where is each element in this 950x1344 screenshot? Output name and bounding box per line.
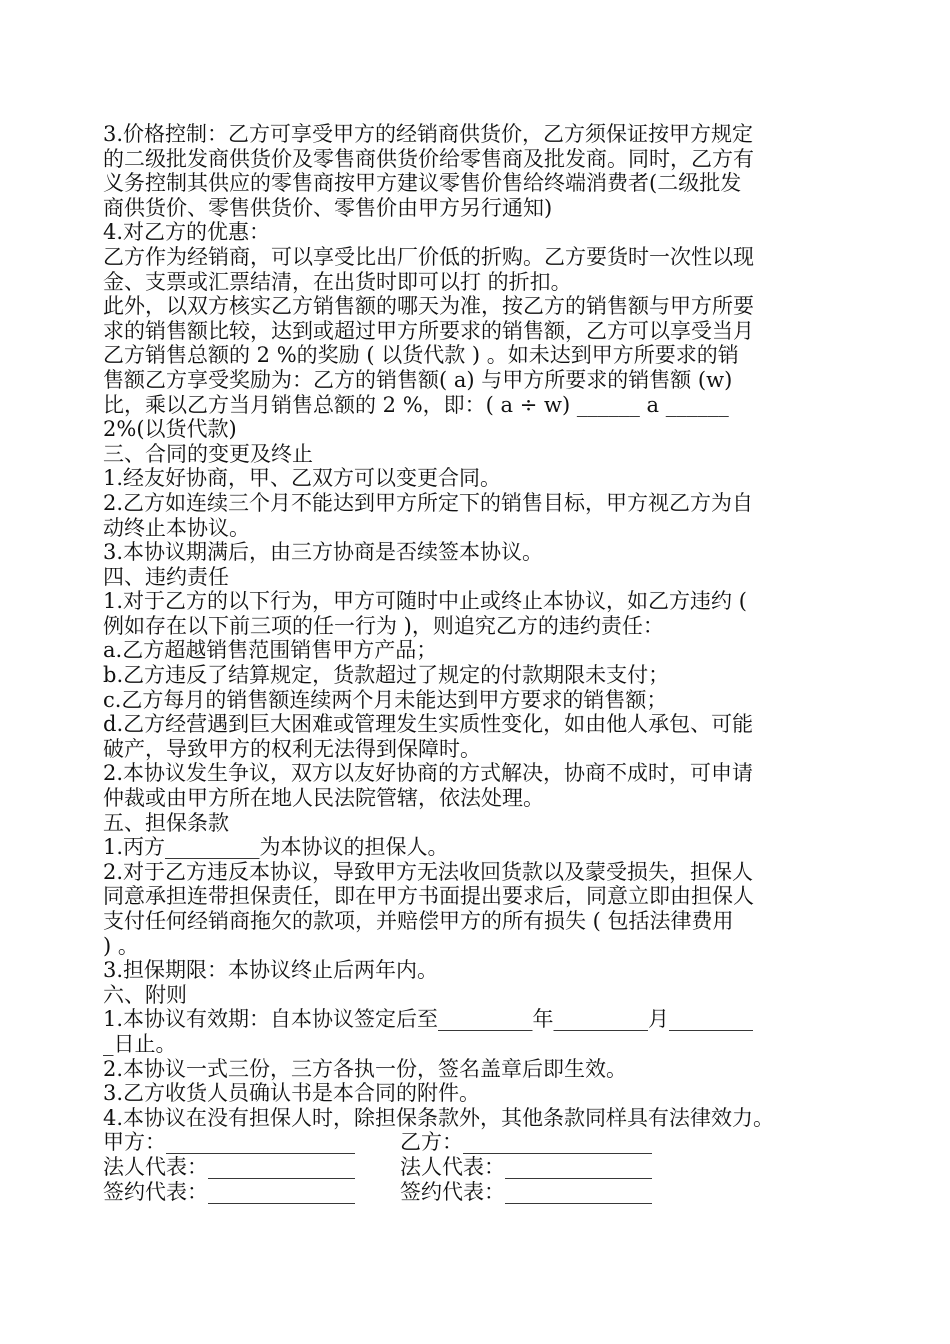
text-line: 2.对于乙方违反本协议，导致甲方无法收回货款以及蒙受损失，担保人 <box>103 859 754 884</box>
text-line: 1.丙方_________为本协议的担保人。 <box>103 835 449 860</box>
text-line: b.乙方违反了结算规定，货款超过了规定的付款期限未支付； <box>103 663 670 688</box>
section-heading: 四、违约责任 <box>103 564 229 589</box>
text-line: 支付任何经销商拖欠的款项，并赔偿甲方的所有损失 ( 包括法律费用 <box>103 909 734 933</box>
text-line: 的二级批发商供货价及零售商供货价给零售商及批发商。同时，乙方有 <box>103 146 754 171</box>
signature-field-legal-rep-a: 法人代表：______________ <box>103 1154 355 1179</box>
text-line: 4.本协议在没有担保人时，除担保条款外，其他条款同样具有法律效力。 <box>103 1105 775 1130</box>
text-line: 1.经友好协商，甲、乙双方可以变更合同。 <box>103 466 502 491</box>
text-line: 仲裁或由甲方所在地人民法院管辖，依法处理。 <box>103 786 544 811</box>
text-line: 义务控制其供应的零售商按甲方建议零售价售给终端消费者(二级批发 <box>103 171 742 196</box>
text-line: 1.本协议有效期：自本协议签定后至_________年_________月________ <box>103 1007 754 1032</box>
text-line: 动终止本协议。 <box>103 515 250 540</box>
signature-field-signing-rep-b: 签约代表：______________ <box>400 1179 652 1204</box>
text-line: 乙方作为经销商，可以享受比出厂价低的折购。乙方要货时一次性以现 <box>103 244 754 269</box>
contract-page <box>103 122 853 1204</box>
text-line: 2.本协议一式三份，三方各执一份，签名盖章后即生效。 <box>103 1056 628 1081</box>
text-line: 3.本协议期满后，由三方协商是否续签本协议。 <box>103 540 544 565</box>
text-line: 商供货价、零售供货价、零售价由甲方另行通知) <box>103 195 553 220</box>
signature-field-party-a: 甲方：__________________ <box>103 1130 355 1155</box>
text-line: 破产，导致甲方的权利无法得到保障时。 <box>103 736 481 761</box>
text-line: 3.担保期限：本协议终止后两年内。 <box>103 958 439 983</box>
text-line: 售额乙方享受奖励为：乙方的销售额( a) 与甲方所要求的销售额 (w) <box>103 367 733 392</box>
text-line: 求的销售额比较，达到或超过甲方所要求的销售额，乙方可以享受当月 <box>103 318 754 343</box>
signature-field-party-b: 乙方：__________________ <box>400 1130 652 1155</box>
text-line: _日止。 <box>103 1031 177 1056</box>
text-line: 乙方销售总额的 2 %的奖励 ( 以货代款 ) 。如未达到甲方所要求的销 <box>103 343 739 368</box>
signature-row-party <box>103 1130 853 1155</box>
text-line: 2.乙方如连续三个月不能达到甲方所定下的销售目标，甲方视乙方为自 <box>103 490 754 515</box>
text-line: 比，乘以乙方当月销售总额的 2 %，即：( a ÷ w) ______ a ______ <box>103 392 729 417</box>
text-line: c.乙方每月的销售额连续两个月未能达到甲方要求的销售额； <box>103 687 668 712</box>
text-line: 2.本协议发生争议，双方以友好协商的方式解决，协商不成时，可申请 <box>103 761 754 786</box>
text-line: 1.对于乙方的以下行为，甲方可随时中止或终止本协议，如乙方违约 ( <box>103 589 747 614</box>
section-heading: 六、附则 <box>103 982 187 1007</box>
signature-field-legal-rep-b: 法人代表：______________ <box>400 1154 652 1179</box>
section-heading: 五、担保条款 <box>103 810 229 835</box>
text-line: 3.价格控制：乙方可享受甲方的经销商供货价，乙方须保证按甲方规定 <box>103 122 754 146</box>
text-line: 金、支票或汇票结清，在出货时即可以打 的折扣。 <box>103 269 572 294</box>
section-heading: 三、合同的变更及终止 <box>103 441 313 466</box>
text-line: 3.乙方收货人员确认书是本合同的附件。 <box>103 1081 481 1106</box>
signature-row-legal-rep <box>103 1155 853 1180</box>
text-line: 同意承担连带担保责任，即在甲方书面提出要求后，同意立即由担保人 <box>103 884 754 909</box>
text-line: 此外，以双方核实乙方销售额的哪天为准，按乙方的销售额与甲方所要 <box>103 294 754 319</box>
signature-row-signing-rep <box>103 1180 853 1205</box>
section-heading: 4.对乙方的优惠： <box>103 220 271 245</box>
text-line: d.乙方经营遇到巨大困难或管理发生实质性变化，如由他人承包、可能 <box>103 712 754 737</box>
text-line: ) 。 <box>103 933 139 958</box>
text-line: 例如存在以下前三项的任一行为 )，则追究乙方的违约责任： <box>103 613 664 638</box>
text-line: a.乙方超越销售范围销售甲方产品； <box>103 638 438 663</box>
text-line: 2%(以货代款) <box>103 417 237 442</box>
signature-field-signing-rep-a: 签约代表：______________ <box>103 1179 355 1204</box>
